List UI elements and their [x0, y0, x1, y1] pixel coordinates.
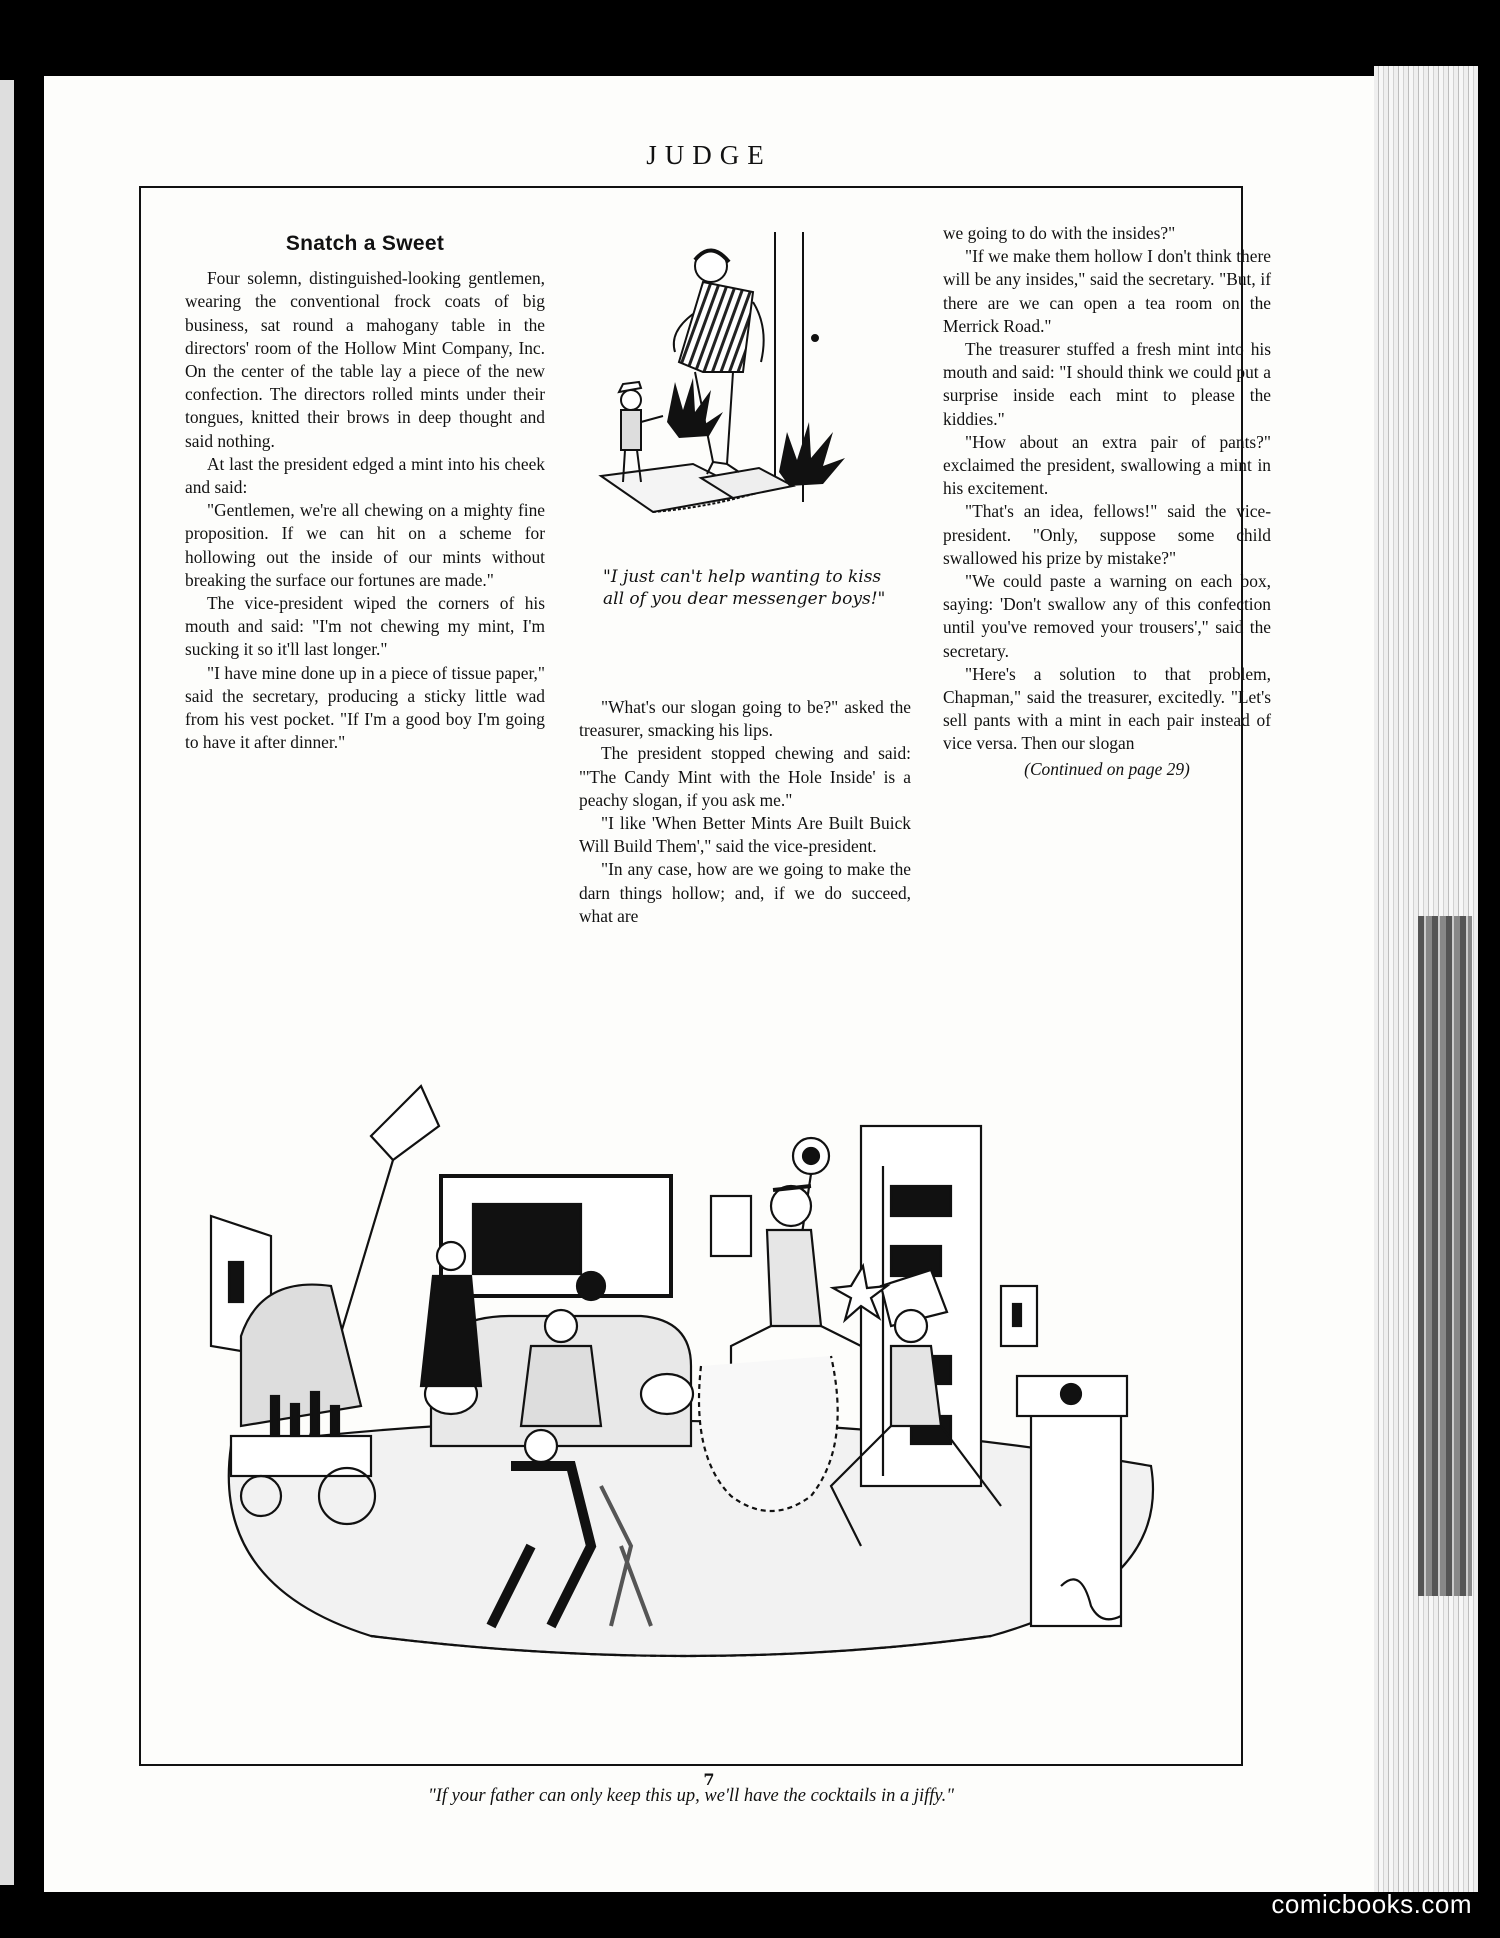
- paragraph: "I have mine done up in a piece of tissue paper," said the secretary, producing a sticky little wad from his vest pocket. "If I'm a good boy I'm going to have it after dinner.": [185, 662, 545, 753]
- site-watermark: comicbooks.com: [1271, 1889, 1472, 1919]
- paragraph: "How about an extra pair of pants?" exclaimed the president, swallowing a mint in his excitement.: [943, 431, 1271, 499]
- paragraph: we going to do with the insides?": [943, 223, 1176, 243]
- cocktail-party-cartoon: [171, 1026, 1221, 1688]
- large-cartoon-caption: "If your father can only keep this up, we'll have the cocktails in a jiffy.": [427, 1786, 955, 1806]
- article-column-1: [185, 226, 545, 754]
- paragraph: The vice-president wiped the corners of his mouth and said: "I'm not chewing my mint, I'm sucking it so it'll last longer.": [185, 593, 545, 660]
- article-column-3: [943, 222, 1271, 781]
- paragraph: "What's our slogan going to be?" asked the treasurer, smacking his lips.: [579, 697, 911, 741]
- article-heading: Snatch a Sweet: [285, 232, 445, 255]
- paragraph: "I like 'When Better Mints Are Built Buick Will Build Them'," said the vice-president.: [579, 813, 911, 857]
- page-number: 7: [703, 1770, 715, 1789]
- messenger-boy-cartoon: [583, 232, 907, 542]
- paragraph: "Gentlemen, we're all chewing on a mighty fine proposition. If we can hit on a scheme for hollowing out the inside of our mints without breaking the surface our fortunes are made.": [185, 500, 545, 590]
- paragraph: "That's an idea, fellows!" said the vice-president. "Only, suppose some child swallowed his prize by mistake?": [943, 501, 1271, 568]
- left-page-edge: [0, 80, 14, 1885]
- continued-note: (Continued on page 29): [1024, 758, 1190, 779]
- paragraph: Four solemn, distinguished-looking gentlemen, wearing the conventional frock coats of big business, sat round a mahogany table in the directors' room of the Hollow Mint Company, Inc. On the center of the table lay a piece of the new confection. The directors rolled mints under their tongues, knitted their brows in deep thought and said nothing.: [185, 268, 545, 451]
- book-page-edges: [1374, 66, 1478, 1892]
- magazine-title: JUDGE: [646, 140, 772, 170]
- paragraph: "We could paste a warning on each box, saying: 'Don't swallow any of this confection until you've removed your trousers'," said the secretary.: [943, 571, 1271, 661]
- small-cartoon-caption: "I just can't help wanting to kiss all of you dear messenger boys!": [603, 567, 886, 609]
- magazine-page: [44, 76, 1374, 1892]
- paragraph: "Here's a solution to that problem, Chapman," said the treasurer, excitedly. "Let's sell pants with a mint in each pair instead of vice versa. Then our slogan: [943, 663, 1271, 754]
- content-frame: [139, 186, 1271, 1806]
- paragraph: "If we make them hollow I don't think there will be any insides," said the secretary. "But, if there are we can open a tea room on the Merrick Road.": [943, 246, 1271, 336]
- article-column-2: [579, 696, 911, 928]
- paragraph: At last the president edged a mint into his cheek and said:: [185, 453, 545, 498]
- paragraph: "In any case, how are we going to make the darn things hollow; and, if we do succeed, what are: [579, 859, 911, 926]
- paragraph: The president stopped chewing and said: "'The Candy Mint with the Hole Inside' is a peachy slogan, if you ask me.": [579, 743, 911, 810]
- paragraph: The treasurer stuffed a fresh mint into his mouth and said: "I should think we could put a surprise inside each mint to please the kiddies.": [943, 339, 1271, 429]
